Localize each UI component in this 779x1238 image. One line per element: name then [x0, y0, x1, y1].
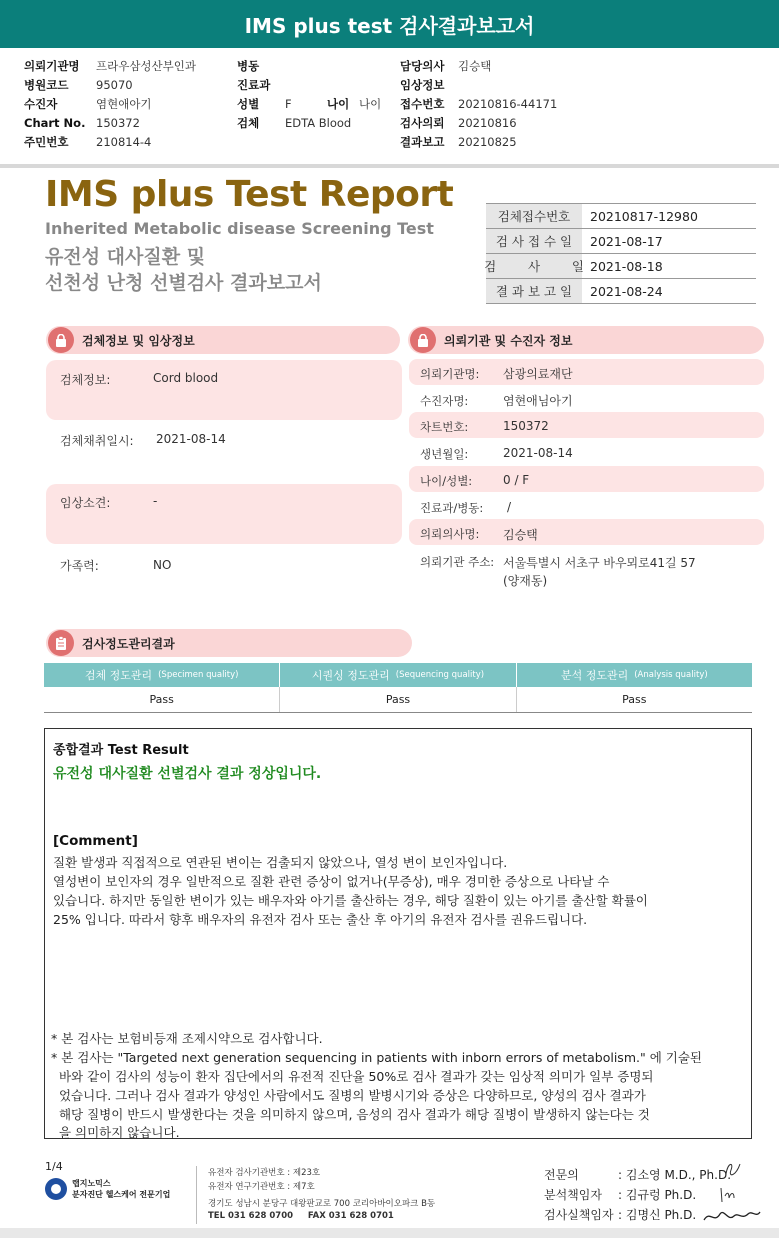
- receipt-table: [486, 203, 756, 304]
- clinical-value: -: [153, 494, 158, 508]
- result-summary: 유전성 대사질환 선별검사 결과 정상입니다.: [53, 766, 322, 782]
- clipboard-icon: [48, 630, 74, 656]
- patient-section-header: [408, 326, 764, 354]
- hdr-key: 주민번호: [24, 134, 69, 149]
- patient-key: 수진자명:: [420, 394, 469, 408]
- quality-header-en: (Sequencing quality): [395, 670, 485, 680]
- quality-header-en: (Specimen quality): [158, 670, 239, 680]
- quality-section-header: [46, 629, 412, 657]
- report-title-bar: [0, 0, 779, 48]
- receipt-key: 검 사 일: [486, 254, 582, 278]
- institution-line: 유전자 검사기관번호 : 제23호: [208, 1168, 321, 1178]
- receipt-row: [486, 204, 756, 229]
- quality-header-cell: [517, 663, 752, 687]
- family-value: NO: [153, 558, 172, 572]
- institution-line: 경기도 성남시 분당구 대왕판교로 700 코리아바이오파크 B동: [208, 1199, 436, 1209]
- patient-value: 0 / F: [503, 473, 530, 487]
- comment-line: 질환 발생과 직접적으로 연관된 변이는 검출되지 않았으나, 열성 변이 보인자입니다.: [53, 855, 508, 870]
- age-value: 나이: [359, 96, 382, 111]
- note-line: 해당 질병이 반드시 발생한다는 것을 의미하지 않으며, 음성의 검사 결과가 해당 질병이 발생하지 않는다는 것: [51, 1107, 650, 1122]
- patient-value: 150372: [503, 419, 549, 433]
- address-line-2: (양재동): [503, 574, 548, 588]
- address-line-1: 서울특별시 서초구 바우뫼로41길 57: [503, 556, 696, 570]
- hdr-key: 병동: [237, 58, 260, 73]
- hdr-value: 95070: [96, 77, 133, 92]
- hdr-key: 담당의사: [400, 58, 445, 73]
- quality-header-row: [44, 663, 752, 687]
- quality-result-cell: Pass: [280, 687, 516, 712]
- lock-icon: [410, 327, 436, 353]
- specimen-section-header: [46, 326, 400, 354]
- clinical-key: 임상소견:: [60, 496, 111, 510]
- patient-key: 진료과/병동:: [420, 501, 484, 515]
- hdr-key: 접수번호: [400, 96, 445, 111]
- quality-result-cell: Pass: [622, 693, 647, 706]
- patient-value: 2021-08-14: [503, 446, 573, 460]
- receipt-value: 20210817-12980: [590, 208, 698, 224]
- receipt-key: 검체접수번호: [486, 204, 582, 228]
- note-line: * 본 검사는 보험비등재 조제시약으로 검사합니다.: [51, 1031, 323, 1046]
- receipt-value: 2021-08-24: [590, 283, 663, 299]
- signer-name: : 김소영 M.D., Ph.D.: [618, 1168, 732, 1182]
- hdr-value: 20210825: [458, 134, 517, 149]
- signature-3-icon: [702, 1204, 762, 1226]
- header-divider: [0, 164, 779, 168]
- receipt-value: 2021-08-17: [590, 233, 663, 249]
- signer-name: : 김명신 Ph.D.: [618, 1208, 697, 1222]
- specimen-info-box: [46, 360, 402, 420]
- signer-name: : 김규렁 Ph.D.: [618, 1188, 697, 1202]
- bottom-bar: [0, 1228, 779, 1238]
- patient-value: 김승택: [503, 528, 538, 542]
- hdr-key: 결과보고: [400, 134, 445, 149]
- address-key: 의뢰기관 주소:: [420, 555, 495, 569]
- quality-table: [44, 663, 752, 713]
- quality-header-ko: 검체 정도관리: [84, 669, 153, 682]
- collect-date-value: 2021-08-14: [156, 432, 226, 446]
- collect-date-key: 검체채취일시:: [60, 434, 134, 448]
- signature-2-icon: [718, 1184, 744, 1206]
- hdr-value: 프라우삼성산부인과: [96, 58, 196, 73]
- header-col-3: [400, 56, 557, 151]
- hdr-key: 수진자: [24, 96, 58, 111]
- signature-1-icon: [722, 1158, 744, 1180]
- hdr-value: 염현애아기: [96, 96, 152, 111]
- hdr-value: 210814-4: [96, 134, 152, 149]
- header-col-2: [237, 56, 381, 132]
- footer: [0, 1148, 779, 1238]
- institution-contact: TEL 031 628 0700 FAX 031 628 0701: [208, 1211, 394, 1221]
- comment-line: 있습니다. 하지만 동일한 변이가 있는 배우자와 아기를 출산하는 경우, 해당 질환이 있는 아기를 출산할 확률이: [53, 893, 648, 908]
- hdr-key: 진료과: [237, 77, 271, 92]
- patient-key: 생년월일:: [420, 447, 469, 461]
- patient-section-title: 의뢰기관 및 수진자 정보: [444, 333, 573, 348]
- note-line: * 본 검사는 "Targeted next generation sequencing in patients with inborn errors of metabolism." 에 기술된: [51, 1050, 702, 1065]
- institution-line: 유전자 연구기관번호 : 제7호: [208, 1182, 315, 1192]
- receipt-row: [486, 229, 756, 254]
- lock-icon: [48, 327, 74, 353]
- hdr-key: Chart No.: [24, 115, 86, 130]
- logo-mark-icon: [45, 1178, 67, 1200]
- hdr-key: 의뢰기관명: [24, 58, 80, 73]
- note-line: 바와 같이 검사의 성능이 환자 집단에서의 유전적 진단율 50%로 검사 결과가 갖는 임상적 의미가 일부 증명되: [51, 1069, 654, 1084]
- age-key: 나이: [327, 96, 350, 111]
- quality-result-row: [44, 687, 752, 713]
- quality-header-ko: 분석 정도관리: [560, 669, 629, 682]
- quality-header-en: (Analysis quality): [634, 670, 708, 680]
- signer-role: 분석책임자: [544, 1188, 602, 1202]
- patient-key: 의뢰의사명:: [420, 527, 480, 541]
- patient-value: /: [507, 500, 512, 514]
- report-title: IMS plus test 검사결과보고서: [244, 13, 535, 38]
- subtitle-ko-1: 유전성 대사질환 및: [45, 246, 206, 268]
- patient-key: 의뢰기관명:: [420, 367, 480, 381]
- hdr-value: EDTA Blood: [285, 115, 352, 130]
- specimen-key: 검체정보:: [60, 373, 111, 387]
- header-col-1: [24, 56, 196, 151]
- footer-divider: [196, 1166, 197, 1224]
- subtitle-en: Inherited Metabolic disease Screening Test: [45, 219, 434, 238]
- patient-value: 삼광의료재단: [503, 367, 573, 381]
- page-number: 1/4: [45, 1160, 63, 1173]
- note-line: 었습니다. 그러나 검사 결과가 양성인 사람에서도 질병의 발병시기와 증상은 다양하므로, 양성의 검사 결과가: [51, 1088, 646, 1103]
- patient-key: 차트번호:: [420, 420, 469, 434]
- comment-line: 열성변이 보인자의 경우 일반적으로 질환 관련 증상이 없거나(무증상), 매우 경미한 증상으로 나타날 수: [53, 874, 610, 889]
- logo-name: 랩지노믹스: [72, 1179, 111, 1188]
- comment-heading: [Comment]: [53, 833, 138, 849]
- logo-tagline: 분자진단 헬스케어 전문기업: [72, 1190, 171, 1199]
- clinical-box: [46, 484, 402, 544]
- quality-section-title: 검사정도관리결과: [82, 636, 175, 651]
- hdr-key: 임상정보: [400, 77, 445, 92]
- page-title: IMS plus Test Report: [45, 174, 454, 215]
- quality-header-cell: [280, 663, 516, 687]
- company-logo: [45, 1178, 170, 1200]
- hdr-key: 검사의뢰: [400, 115, 445, 130]
- hdr-key: 검체: [237, 115, 260, 130]
- receipt-row: [486, 254, 756, 279]
- signer-role: 검사실책임자: [544, 1208, 614, 1222]
- specimen-value: Cord blood: [153, 371, 219, 385]
- hdr-value: 20210816: [458, 115, 517, 130]
- receipt-row: [486, 279, 756, 304]
- hdr-value: 150372: [96, 115, 140, 130]
- patient-key: 나이/성별:: [420, 474, 473, 488]
- hdr-value: F: [285, 96, 292, 111]
- hdr-value: 20210816-44171: [458, 96, 558, 111]
- receipt-value: 2021-08-18: [590, 258, 663, 274]
- note-line: 을 의미하지 않습니다.: [51, 1125, 180, 1140]
- subtitle-ko-2: 선천성 난청 선별검사 결과보고서: [45, 272, 322, 294]
- family-key: 가족력:: [60, 559, 99, 573]
- signer-role: 전문의: [544, 1168, 579, 1182]
- comment-line: 25% 입니다. 따라서 향후 배우자의 유전자 검사 또는 출산 후 아기의 유전자 검사를 권유드립니다.: [53, 912, 588, 927]
- quality-result-cell: Pass: [44, 687, 280, 712]
- quality-header-ko: 시퀀싱 정도관리: [311, 669, 390, 682]
- result-box: [44, 728, 752, 1139]
- result-heading: 종합결과 Test Result: [53, 743, 189, 758]
- patient-value: 염현애님아기: [503, 394, 573, 408]
- receipt-key: 결 과 보 고 일: [486, 279, 582, 303]
- hdr-key: 성별: [237, 96, 260, 111]
- hdr-key: 병원코드: [24, 77, 69, 92]
- specimen-section-title: 검체정보 및 임상정보: [82, 333, 195, 348]
- quality-header-cell: [44, 663, 280, 687]
- receipt-key: 검 사 접 수 일: [486, 229, 582, 253]
- hdr-value: 김승택: [458, 58, 492, 73]
